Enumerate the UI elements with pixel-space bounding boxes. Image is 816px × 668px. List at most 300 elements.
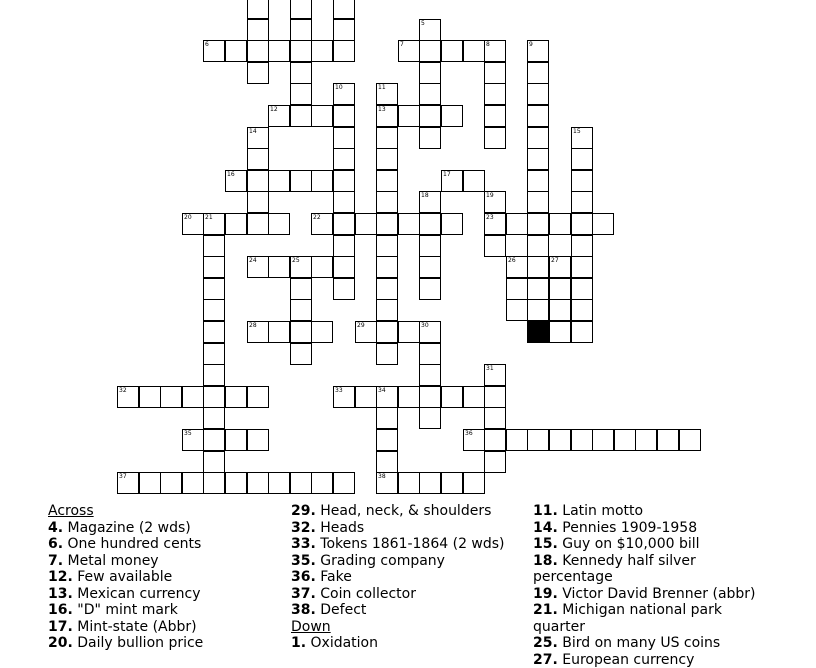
crossword-cell[interactable] [527,148,549,170]
crossword-cell[interactable] [311,472,333,494]
crossword-cell[interactable] [139,472,161,494]
cell-number: 28 [249,322,257,329]
cell-number: 5 [421,20,425,27]
clue-number: 7. [48,553,63,569]
cell-number: 20 [184,214,192,221]
crossword-cell[interactable] [290,256,312,278]
crossword-cell[interactable] [333,191,355,213]
crossword-cell[interactable] [203,451,225,473]
crossword-cell[interactable] [376,299,398,321]
crossword-cell[interactable] [268,105,290,127]
cell-number: 9 [529,41,533,48]
clue-text: Mexican currency [77,586,200,602]
crossword-cell[interactable] [268,472,290,494]
crossword-cell[interactable] [182,429,204,451]
crossword-cell[interactable] [571,191,593,213]
crossword-cell[interactable] [376,386,398,408]
clue-item [533,586,768,603]
crossword-cell[interactable] [571,213,593,235]
crossword-cell[interactable] [182,213,204,235]
crossword-cell[interactable] [376,235,398,257]
cell-number: 14 [249,128,257,135]
clue-number: 27. [533,652,558,668]
clue-item [291,520,526,537]
crossword-cell[interactable] [203,235,225,257]
clue-number: 33. [291,536,316,552]
crossword-cell[interactable] [549,429,571,451]
crossword-cell[interactable] [441,472,463,494]
crossword-cell[interactable] [333,0,355,19]
crossword-cell[interactable] [376,321,398,343]
crossword-cell[interactable] [376,451,398,473]
crossword-cell[interactable] [333,83,355,105]
crossword-cell[interactable] [247,429,269,451]
clue-text: Magazine (2 wds) [68,520,191,536]
crossword-cell[interactable] [376,170,398,192]
clue-text: Mint-state (Abbr) [77,619,196,635]
across-header: Across [48,503,283,520]
crossword-cell[interactable] [679,429,701,451]
crossword-cell[interactable] [549,299,571,321]
crossword-cell[interactable] [527,191,549,213]
clue-number: 32. [291,520,316,536]
cell-number: 25 [292,257,300,264]
clue-item [533,553,768,586]
crossword-cell[interactable] [290,83,312,105]
clue-text: Oxidation [311,635,378,651]
crossword-cell[interactable] [290,170,312,192]
cell-number: 34 [378,387,386,394]
crossword-cell[interactable] [506,299,528,321]
clue-number: 11. [533,503,558,519]
crossword-cell[interactable] [333,105,355,127]
crossword-cell[interactable] [290,299,312,321]
cell-number: 31 [486,365,494,372]
crossword-cell[interactable] [203,364,225,386]
clue-text: Victor David Brenner (abbr) [562,586,755,602]
crossword-cell[interactable] [268,170,290,192]
crossword-cell[interactable] [247,62,269,84]
clue-text: Tokens 1861-1864 (2 wds) [320,536,504,552]
clue-number: 37. [291,586,316,602]
clue-text: Heads [320,520,364,536]
clue-number: 35. [291,553,316,569]
crossword-cell[interactable] [484,451,506,473]
crossword-cell[interactable] [419,191,441,213]
crossword-cell[interactable] [203,278,225,300]
clue-item [291,569,526,586]
cell-number: 38 [378,473,386,480]
clue-number: 1. [291,635,306,651]
cell-number: 11 [378,84,386,91]
crossword-cell[interactable] [463,170,485,192]
crossword-cell[interactable] [333,235,355,257]
cell-number: 36 [465,430,473,437]
crossword-cell[interactable] [419,472,441,494]
crossword-cell[interactable] [290,105,312,127]
crossword-cell[interactable] [527,299,549,321]
crossword-cell[interactable] [247,19,269,41]
crossword-cell[interactable] [484,127,506,149]
cell-number: 35 [184,430,192,437]
crossword-cell[interactable] [376,407,398,429]
crossword-cell[interactable] [484,386,506,408]
crossword-cell[interactable] [333,386,355,408]
crossword-cell[interactable] [225,472,247,494]
clue-text: Coin collector [320,586,416,602]
crossword-cell[interactable] [247,148,269,170]
crossword-cell[interactable] [441,105,463,127]
crossword-cell[interactable] [527,105,549,127]
crossword-cell[interactable] [484,407,506,429]
crossword-cell[interactable] [484,364,506,386]
crossword-cell[interactable] [441,213,463,235]
crossword-cell[interactable] [527,127,549,149]
crossword-cell[interactable] [419,364,441,386]
crossword-cell[interactable] [311,213,333,235]
crossword-cell[interactable] [657,429,679,451]
crossword-cell[interactable] [463,40,485,62]
crossword-cell[interactable] [225,40,247,62]
crossword-cell[interactable] [376,278,398,300]
crossword-cell[interactable] [484,213,506,235]
crossword-cell[interactable] [398,213,420,235]
crossword-cell[interactable] [376,127,398,149]
clue-number: 29. [291,503,316,519]
crossword-cell[interactable] [635,429,657,451]
crossword-cell[interactable] [182,472,204,494]
crossword-cell[interactable] [247,0,269,19]
crossword-cell[interactable] [225,429,247,451]
crossword-cell[interactable] [376,83,398,105]
crossword-cell[interactable] [225,170,247,192]
cell-number: 29 [357,322,365,329]
cell-number: 33 [335,387,343,394]
crossword-cell[interactable] [290,278,312,300]
crossword-cell[interactable] [398,321,420,343]
clue-text: Latin motto [562,503,643,519]
crossword-cell[interactable] [203,299,225,321]
crossword-cell[interactable] [225,386,247,408]
crossword-cell[interactable] [571,256,593,278]
crossword-cell[interactable] [463,472,485,494]
crossword-cell[interactable] [290,343,312,365]
crossword-cell[interactable] [549,256,571,278]
crossword-cell[interactable] [441,386,463,408]
clue-number: 19. [533,586,558,602]
clue-item [48,619,283,636]
crossword-cell[interactable] [160,472,182,494]
crossword-cell[interactable] [311,321,333,343]
crossword-cell[interactable] [247,170,269,192]
crossword-cell[interactable] [290,62,312,84]
crossword-cell[interactable] [527,170,549,192]
crossword-cell[interactable] [571,278,593,300]
down-header: Down [291,619,526,636]
crossword-cell[interactable] [506,278,528,300]
clue-text: Pennies 1909-1958 [562,520,697,536]
crossword-cell[interactable] [333,256,355,278]
crossword-cell[interactable] [592,213,614,235]
crossword-cell[interactable] [203,472,225,494]
clue-item [48,635,283,652]
clue-item [533,520,768,537]
crossword-cell[interactable] [571,321,593,343]
cell-number: 37 [119,473,127,480]
crossword-cell[interactable] [290,19,312,41]
cell-number: 19 [486,192,494,199]
clue-number: 25. [533,635,558,651]
crossword-cell[interactable] [419,40,441,62]
crossword-cell[interactable] [398,105,420,127]
cell-number: 15 [573,128,581,135]
clue-item [48,569,283,586]
clue-number: 36. [291,569,316,585]
clue-number: 18. [533,553,558,569]
crossword-cell[interactable] [376,256,398,278]
clue-text: Grading company [320,553,445,569]
clue-item [48,602,283,619]
crossword-cell[interactable] [484,191,506,213]
clue-column-2 [291,503,526,652]
crossword-cell[interactable] [247,256,269,278]
crossword-cell[interactable] [419,62,441,84]
crossword-cell[interactable] [527,235,549,257]
cell-number: 6 [205,41,209,48]
crossword-cell[interactable] [484,235,506,257]
crossword-cell[interactable] [376,191,398,213]
cell-number: 7 [400,41,404,48]
clue-text: Guy on $10,000 bill [562,536,699,552]
crossword-cell[interactable] [527,278,549,300]
crossword-cell[interactable] [290,0,312,19]
crossword-cell[interactable] [592,429,614,451]
crossword-cell[interactable] [549,278,571,300]
crossword-cell[interactable] [527,83,549,105]
crossword-cell[interactable] [203,343,225,365]
crossword-cell[interactable] [614,429,636,451]
crossword-cell[interactable] [419,321,441,343]
clue-item [291,586,526,603]
clue-item [48,520,283,537]
crossword-cell[interactable] [247,127,269,149]
crossword-cell[interactable] [419,19,441,41]
clue-item [291,635,526,652]
crossword-cell[interactable] [549,213,571,235]
cell-number: 12 [270,106,278,113]
crossword-cell[interactable] [247,40,269,62]
clue-text: Bird on many US coins [562,635,720,651]
crossword-cell[interactable] [333,170,355,192]
crossword-cell[interactable] [376,472,398,494]
crossword-cell[interactable] [527,429,549,451]
cell-number: 32 [119,387,127,394]
crossword-cell[interactable] [333,19,355,41]
crossword-cell[interactable] [290,472,312,494]
crossword-cell[interactable] [203,40,225,62]
crossword-cell[interactable] [419,235,441,257]
crossword-cell[interactable] [311,40,333,62]
cell-number: 21 [205,214,213,221]
crossword-cell[interactable] [333,278,355,300]
clue-number: 15. [533,536,558,552]
clue-text: Michigan national park quarter [533,602,722,635]
crossword-cell[interactable] [333,148,355,170]
crossword-cell[interactable] [203,407,225,429]
crossword-cell[interactable] [311,170,333,192]
crossword-cell[interactable] [484,40,506,62]
clue-item [533,602,768,635]
crossword-cell[interactable] [463,429,485,451]
crossword-cell[interactable] [268,256,290,278]
clue-item [291,503,526,520]
crossword-cell[interactable] [484,62,506,84]
crossword-cell[interactable] [182,386,204,408]
crossword-cell[interactable] [333,213,355,235]
crossword-cell[interactable] [571,148,593,170]
cell-number: 16 [227,171,235,178]
clue-text: One hundred cents [68,536,202,552]
crossword-cell[interactable] [376,105,398,127]
clue-text: Head, neck, & shoulders [320,503,491,519]
crossword-cell[interactable] [247,321,269,343]
crossword-cell[interactable] [506,429,528,451]
crossword-cell[interactable] [419,407,441,429]
crossword-cell[interactable] [117,386,139,408]
cell-number: 18 [421,192,429,199]
crossword-cell[interactable] [441,170,463,192]
clue-item [291,536,526,553]
crossword-cell[interactable] [225,213,247,235]
crossword-cell[interactable] [160,386,182,408]
clue-item [48,553,283,570]
crossword-cell[interactable] [419,278,441,300]
clue-item [48,536,283,553]
crossword-cell[interactable] [549,321,571,343]
crossword-cell[interactable] [311,256,333,278]
crossword-cell[interactable] [419,256,441,278]
crossword-cell[interactable] [419,127,441,149]
crossword-cell[interactable] [203,256,225,278]
clue-number: 17. [48,619,73,635]
crossword-cell[interactable] [247,386,269,408]
crossword-cell[interactable] [484,429,506,451]
clue-text: "D" mint mark [77,602,178,618]
clue-number: 38. [291,602,316,618]
crossword-cell[interactable] [398,40,420,62]
clue-item [48,586,283,603]
crossword-cell[interactable] [203,213,225,235]
crossword-cell[interactable] [376,429,398,451]
crossword-cell[interactable] [506,256,528,278]
crossword-cell[interactable] [268,213,290,235]
crossword-cell[interactable] [398,386,420,408]
clue-number: 21. [533,602,558,618]
crossword-cell[interactable] [376,343,398,365]
clue-item [533,536,768,553]
clue-number: 4. [48,520,63,536]
crossword-cell[interactable] [527,62,549,84]
clue-text: Daily bullion price [77,635,203,651]
cell-number: 26 [508,257,516,264]
crossword-cell[interactable] [333,40,355,62]
crossword-cell[interactable] [527,40,549,62]
crossword-cell[interactable] [290,321,312,343]
crossword-cell[interactable] [139,386,161,408]
crossword-block [527,321,549,343]
cell-number: 24 [249,257,257,264]
crossword-cell[interactable] [247,472,269,494]
cell-number: 27 [551,257,559,264]
crossword-cell[interactable] [419,213,441,235]
crossword-cell[interactable] [203,386,225,408]
clue-item [533,635,768,652]
clue-item [533,503,768,520]
cell-number: 22 [313,214,321,221]
crossword-cell[interactable] [419,105,441,127]
crossword-cell[interactable] [376,148,398,170]
crossword-cell[interactable] [571,299,593,321]
crossword-cell[interactable] [247,213,269,235]
cell-number: 10 [335,84,343,91]
clue-number: 6. [48,536,63,552]
crossword-cell[interactable] [484,83,506,105]
crossword-cell[interactable] [203,429,225,451]
crossword-cell[interactable] [506,213,528,235]
crossword-cell[interactable] [571,429,593,451]
crossword-cell[interactable] [247,191,269,213]
crossword-cell[interactable] [463,386,485,408]
crossword-cell[interactable] [290,40,312,62]
crossword-cell[interactable] [419,343,441,365]
clue-column-1 [48,503,283,652]
clue-text: Defect [320,602,366,618]
crossword-cell[interactable] [376,213,398,235]
crossword-cell[interactable] [355,213,377,235]
clue-text: European currency [562,652,694,668]
crossword-cell[interactable] [355,386,377,408]
clue-number: 13. [48,586,73,602]
cell-number: 23 [486,214,494,221]
crossword-cell[interactable] [441,40,463,62]
clue-number: 20. [48,635,73,651]
clue-number: 16. [48,602,73,618]
crossword-cell[interactable] [527,213,549,235]
clue-text: Metal money [68,553,159,569]
crossword-cell[interactable] [268,321,290,343]
cell-number: 17 [443,171,451,178]
crossword-cell[interactable] [333,472,355,494]
clue-text: Kennedy half silver percentage [533,553,696,586]
crossword-cell[interactable] [117,472,139,494]
crossword-cell[interactable] [571,127,593,149]
crossword-cell[interactable] [527,256,549,278]
crossword-cell[interactable] [419,386,441,408]
crossword-cell[interactable] [311,105,333,127]
crossword-cell[interactable] [419,83,441,105]
crossword-cell[interactable] [571,235,593,257]
clue-number: 14. [533,520,558,536]
crossword-cell[interactable] [268,40,290,62]
crossword-cell[interactable] [333,127,355,149]
crossword-cell[interactable] [398,472,420,494]
crossword-cell[interactable] [484,105,506,127]
crossword-cell[interactable] [203,321,225,343]
crossword-cell[interactable] [355,321,377,343]
cell-number: 8 [486,41,490,48]
crossword-cell[interactable] [571,170,593,192]
cell-number: 13 [378,106,386,113]
